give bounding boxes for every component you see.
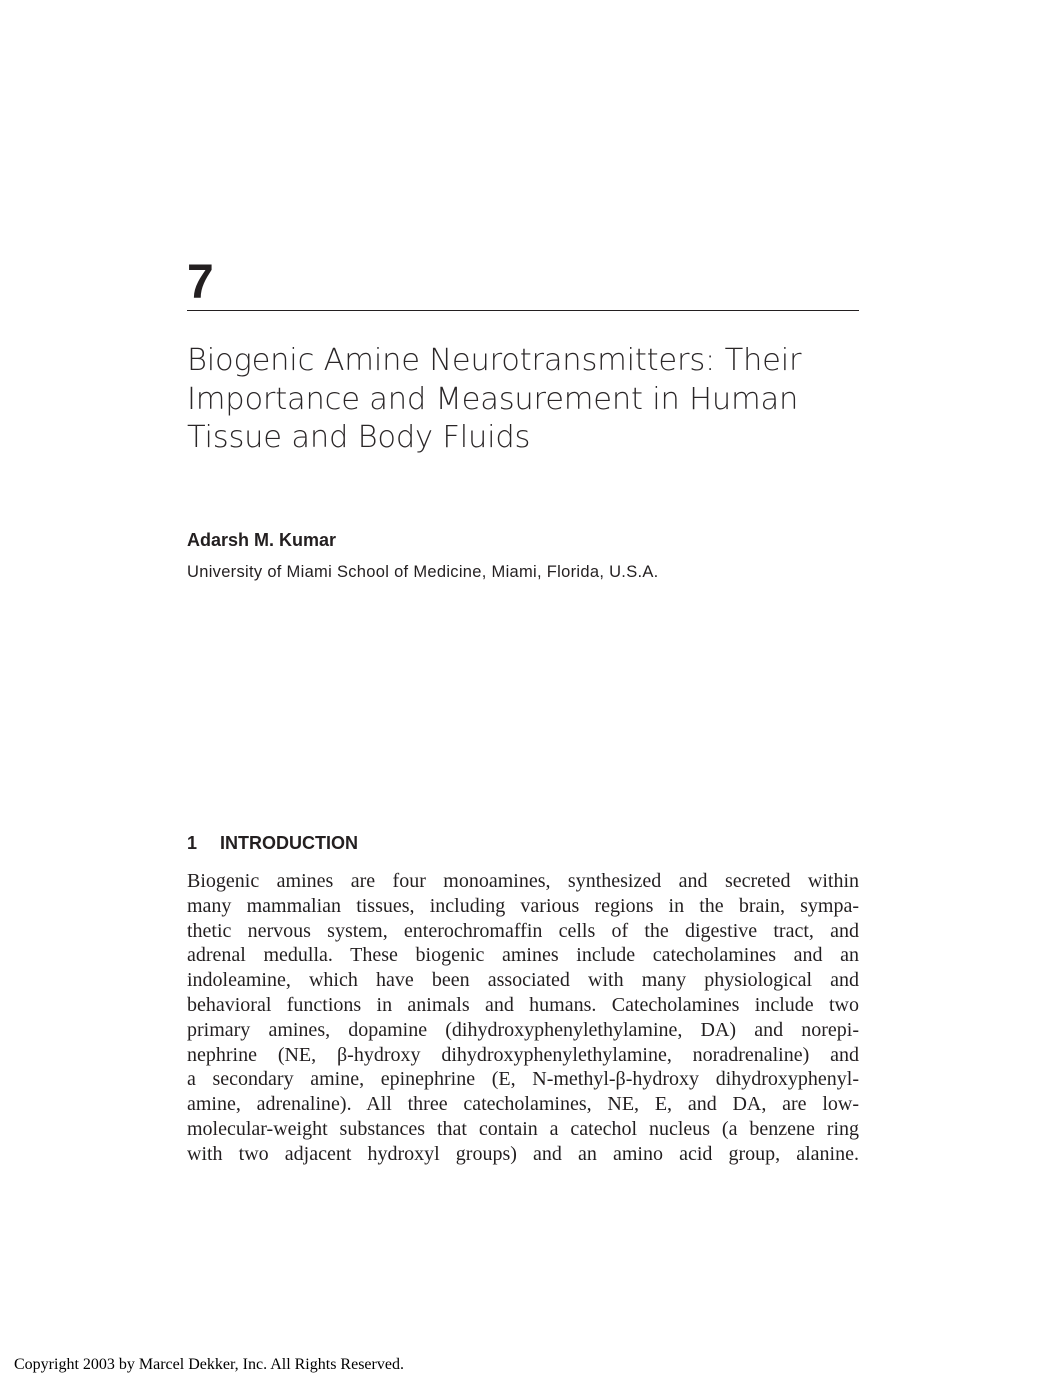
body-line: Biogenic amines are four monoamines, synthesized and secreted within [187,870,859,892]
chapter-title-line: Biogenic Amine Neurotransmitters: Their [187,343,802,378]
body-line: thetic nervous system, enterochromaffin cells of the digestive tract, and [187,919,859,942]
chapter-title-line: Tissue and Body Fluids [187,420,531,455]
chapter-title [187,342,867,458]
body-line: amine, adrenaline). All three catecholamines, NE, E, and DA, are low- [187,1093,859,1116]
chapter-divider [187,310,859,311]
body-line: behavioral functions in animals and humans. Catecholamines include two [187,993,859,1016]
chapter-title-line: Importance and Measurement in Human [187,381,799,417]
author-affiliation: University of Miami School of Medicine, Miami, Florida, U.S.A. [187,563,659,581]
body-line: molecular-weight substances that contain a catechol nucleus (a benzene ring [187,1117,859,1140]
body-line: nephrine (NE, β-hydroxy dihydroxyphenylethylamine, noradrenaline) and [187,1043,859,1066]
section-number: 1 [187,833,198,853]
body-line: with two adjacent hydroxyl groups) and an amino acid group, alanine. [187,1142,859,1165]
copyright-footer: Copyright 2003 by Marcel Dekker, Inc. All Rights Reserved. [14,1356,404,1373]
author-name: Adarsh M. Kumar [187,530,337,550]
section-heading [187,832,358,854]
section-title: INTRODUCTION [220,833,358,853]
body-paragraph [187,869,859,1167]
body-line: adrenal medulla. These biogenic amines include catecholamines and an [187,944,859,967]
chapter-number: 7 [187,256,214,309]
body-line: primary amines, dopamine (dihydroxyphenylethylamine, DA) and norepi- [187,1018,859,1041]
body-line: indoleamine, which have been associated with many physiological and [187,969,859,992]
body-line: a secondary amine, epinephrine (E, N-methyl-β-hydroxy dihydroxyphenyl- [187,1068,859,1091]
body-line: many mammalian tissues, including various regions in the brain, sympa- [187,894,859,917]
